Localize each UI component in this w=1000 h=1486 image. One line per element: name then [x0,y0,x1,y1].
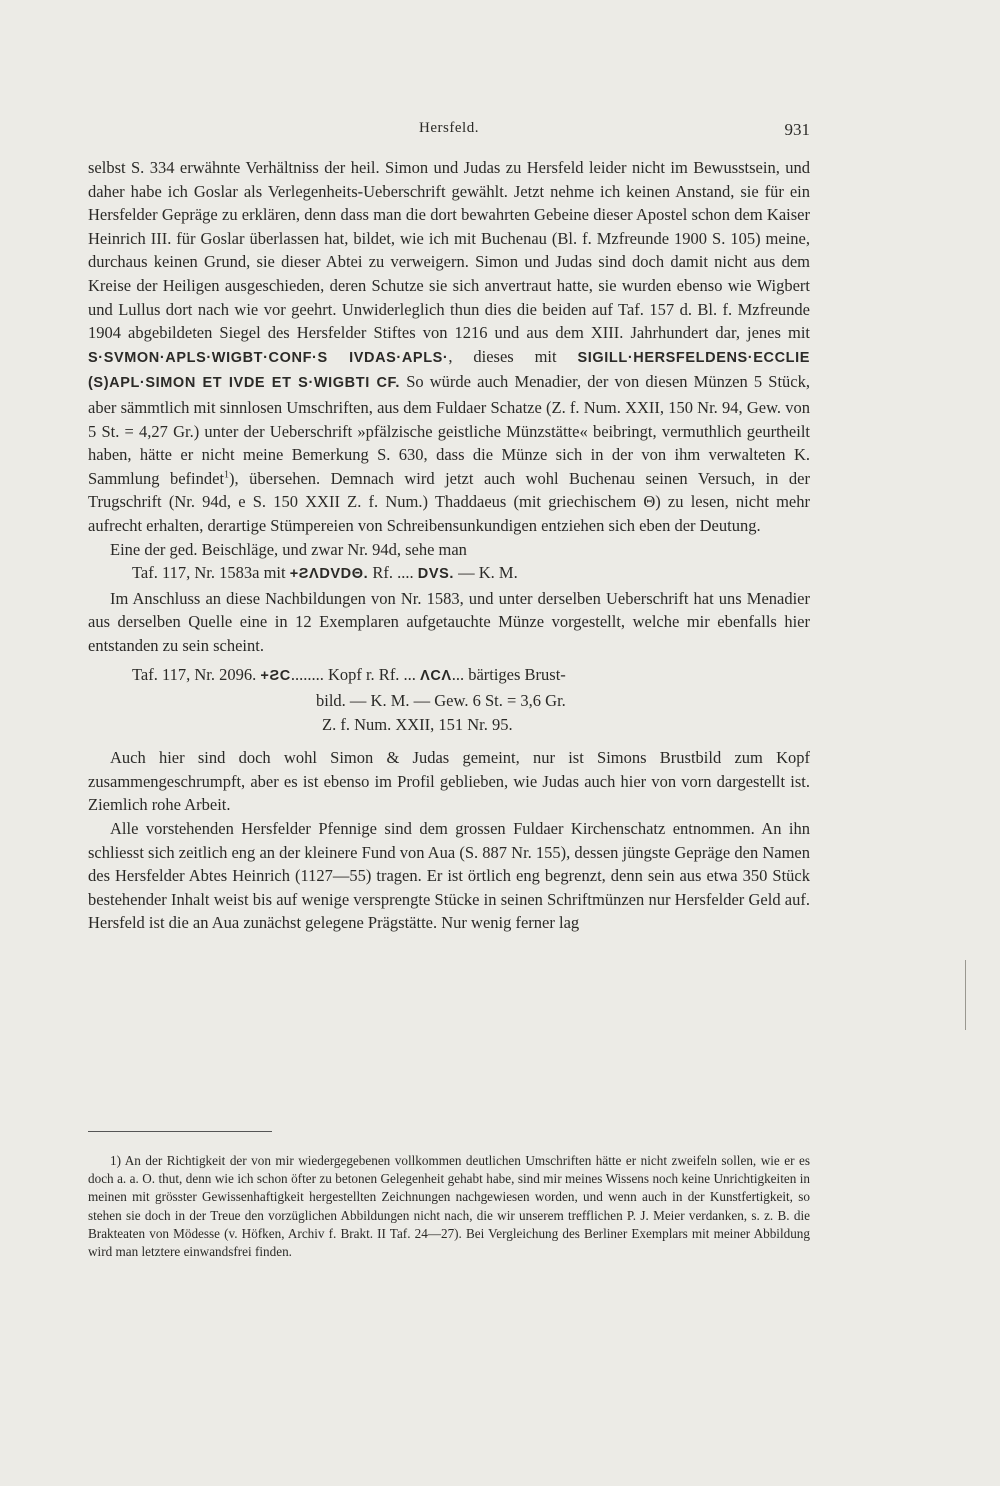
coin-line-3: Z. f. Num. XXII, 151 Nr. 95. [322,714,513,734]
footnote-rule [88,1131,272,1132]
text-run: So würde auch Menadier, der von diesen Münzen 5 Stück, aber sämmtlich mit sinnlosen Umschriften, aus dem Fuldaer Schatze (Z. f. Num. XXII, 150 Nr. 94, Gew. von 5 St. = 4,27 Gr.) unter der Ueberschrift »pfälzische geistliche Münzstätte« beibringt, vermuthlich geurtheilt haben, hätte er nicht meine Bemerkung S. 630, dass die Münze sich in der von ihm verwalteten K. Sammlung befindet [88,372,810,488]
text-run: ), übersehen. Demnach wird jetzt auch wohl Buchenau seinen Versuch, in der Trugschrift (Nr. 94d, e S. 150 XXII Z. f. Num.) Thaddaeus (mit griechischem Θ) zu lesen, nicht mehr aufrecht erhalten, derartige Stümpereien von Schreibensunkundigen entziehen sich eben der Deutung. [88,468,810,535]
coin-ref: Taf. 117, Nr. 2096. [132,665,261,685]
paragraph-5: Alle vorstehenden Hersfelder Pfennige sind dem grossen Fuldaer Kirchenschatz entnommen. An ihn schliesst sich zeitlich eng an der kleinere Fund von Aua (S. 887 Nr. 155), dessen jüngste Gepräge den Namen des Hersfelder Abtes Heinrich (1127—55) tragen. Er ist örtlich eng begrenzt, denn sein aus etwa 350 Stück bestehender Inhalt weist bis auf wenige versprengte Stücke in seinen Schriftmünzen nur Hersfelder Geld auf. Hersfeld ist die an Aua zunächst gelegene Prägstätte. Nur wenig ferner lag [88,819,810,933]
coin-line-1 [132,663,810,689]
page-number: 931 [784,120,810,139]
seal-legend-2: SIGILL·HERSFELDENS·ECCLIE (S)APL·SIMON ET IVDE ET S·WIGBTI CF. [88,349,811,392]
margin-mark [965,960,966,1030]
footnote-text: 1) An der Richtigkeit der von mir wiedergegebenen vollkommen deutlichen Umschriften hätte er nicht zweifeln sollen, wie er es doch a. a. O. thut, denn wie ich schon öfter zu betonen Gelegenheit gehabt habe, sind mir meines Wissens noch keine Unrichtigkeiten in meinen mit grösster Gewissenhaftigkeit hergestellten Zeichnungen nachgewiesen worden, und wenn auch in der Kunstfertigkeit, so stehen sie doch in der Treue den vorzüglichen Abbildungen nicht nach, die wir unserem trefflichen P. J. Meier verdanken, s. z. B. die Brakteaten von Mödesse (v. Höfken, Archiv f. Brakt. II Taf. 24—27). Bei Vergleichung des Berliner Exemplars mit meiner Abbildung wird man letztere einwandsfrei finden. [88,1153,810,1260]
coin-mid: ........ Kopf r. Rf. ... [290,665,421,685]
paragraph-3: Im Anschluss an diese Nachbildungen von Nr. 1583, und unter derselben Ueberschrift hat uns Menadier aus derselben Quelle eine in 12 Exemplaren aufgetauchte Münze vorgestellt, welche mir ebenfalls hier entstanden zu sein scheint. [88,588,810,655]
seal-legend-1: S·SVMON·APLS·WIGBT·CONF·S IVDAS·APLS· [88,349,449,366]
coin-entry-2096 [88,663,810,736]
coin-legend: +ƧC [260,668,291,685]
coin-line-2: bild. — K. M. — Gew. 6 St. = 3,6 Gr. [316,691,566,711]
coin-rf: Rf. .... [368,563,418,583]
coin-ref: Taf. 117, Nr. 1583a mit [132,563,290,583]
main-text [88,156,810,935]
coin-rf-legend: DVS. [417,566,455,583]
paragraph-1 [88,156,810,538]
coin-tail: — K. M. [454,563,518,583]
footnote-ref[interactable]: 1 [224,469,230,481]
text-run: , dieses mit [448,346,578,366]
coin-tail: ... bärtiges Brust- [451,665,566,685]
footnote [88,1152,810,1261]
coin-legend: +ƧΛDVDΘ. [289,566,369,583]
coin-entry-1583a [88,561,810,587]
paragraph-4: Auch hier sind doch wohl Simon & Judas gemeint, nur ist Simons Brustbild zum Kopf zusammengeschrumpft, aber es ist ebenso im Profil geblieben, wie Judas auch hier von vorn dargestellt ist. Ziemlich rohe Arbeit. [88,748,810,815]
paragraph-2: Eine der ged. Beischläge, und zwar Nr. 94d, sehe man [110,539,467,559]
coin-rf-legend: ΛCΛ [420,668,452,685]
page-header [88,120,810,144]
running-title: Hersfeld. [419,120,479,136]
text-run: selbst S. 334 erwähnte Verhältniss der heil. Simon und Judas zu Hersfeld leider nicht im Bewusstsein, und daher habe ich Goslar als Verlegenheits-Ueberschrift gewählt. Jetzt nehme ich keinen Anstand, sie für ein Hersfelder Gepräge zu erklären, denn dass man die dort bewahrten Gebeine dieser Apostel schon dem Kaiser Heinrich III. für Goslar überlassen hat, bildet, wie ich mit Buchenau (Bl. f. Mzfreunde 1900 S. 105) meine, durchaus keinen Grund, sie dieser Abtei zu verweigern. Simon und Judas sind doch damit nicht aus dem Kreise der Heiligen ausgeschieden, deren Schutze sie sich anvertraut hatte, sie wurden ebenso wie Wigbert und Lullus dort nach wie vor geehrt. Unwiderleglich thun dies die beiden auf Taf. 157 d. Bl. f. Mzfreunde 1904 abgebildeten Siegel des Hersfelder Stiftes von 1216 und aus dem XIII. Jahrhundert dar, jenes mit [88,158,810,343]
